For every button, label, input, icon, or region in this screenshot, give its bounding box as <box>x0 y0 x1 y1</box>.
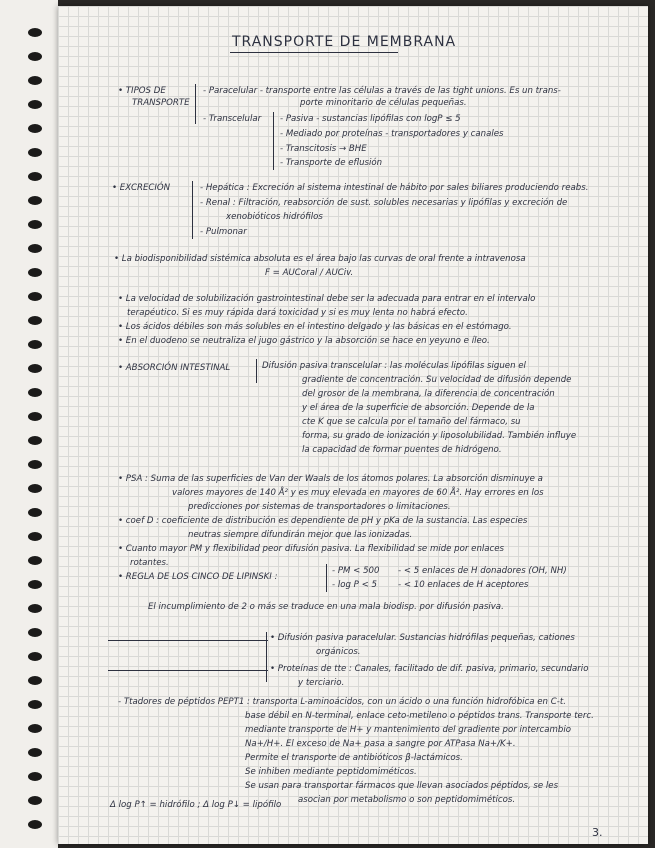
note-line: predicciones por sistemas de transportadores o limitaciones. <box>188 502 451 512</box>
note-line: • ABSORCIÓN INTESTINAL <box>118 363 231 373</box>
note-line: • En el duodeno se neutraliza el jugo gástrico y la absorción se hace en yeyuno e íleo. <box>118 336 490 346</box>
binder-hole <box>28 100 42 109</box>
binder-hole <box>28 676 42 685</box>
note-line: • La velocidad de solubilización gastrointestinal debe ser la adecuada para entrar en el intervalo <box>118 294 536 304</box>
binder-hole <box>28 52 42 61</box>
blank-box-top <box>108 640 268 641</box>
binder-margin <box>0 0 58 848</box>
note-line: • REGLA DE LOS CINCO DE LIPINSKI : <box>118 572 278 582</box>
binder-hole <box>28 772 42 781</box>
binder-hole <box>28 148 42 157</box>
note-line: cte K que se calcula por el tamaño del fármaco, su <box>302 417 521 427</box>
note-line: gradiente de concentración. Su velocidad de difusión depende <box>302 375 572 385</box>
note-line: - Renal : Filtración, reabsorción de sust. solubles necesarias y lipófilas y excreción de <box>200 198 568 208</box>
bracket-excrecion <box>192 181 193 239</box>
note-line: F = AUCoral / AUCiv. <box>265 268 354 278</box>
binder-hole <box>28 556 42 565</box>
bracket-tipos <box>195 84 196 124</box>
note-line: forma, su grado de ionización y liposolubilidad. También influye <box>302 431 577 441</box>
note-line: mediante transporte de H+ y mantenimiento del gradiente por intercambio <box>245 725 571 735</box>
note-line: Se usan para transportar fármacos que llevan asociados péptidos, se les <box>245 781 559 791</box>
note-line: • Los ácidos débiles son más solubles en el intestino delgado y las básicas en el estómago. <box>118 322 512 332</box>
note-line: Permite el transporte de antibióticos β-lactámicos. <box>245 753 463 763</box>
note-line: • Proteínas de tte : Canales, facilitado de dif. pasiva, primario, secundario <box>270 664 589 674</box>
binder-hole <box>28 796 42 805</box>
note-line: Difusión pasiva transcelular : las moléculas lipófilas siguen el <box>262 361 526 371</box>
note-line: Δ log P↑ = hidrófilo ; Δ log P↓ = lipófilo <box>110 800 282 810</box>
binder-hole <box>28 604 42 613</box>
note-line: orgánicos. <box>316 647 361 657</box>
note-line: • La biodisponibilidad sistémica absoluta es el área bajo las curvas de oral frente a intravenosa <box>114 254 526 264</box>
note-line: y terciario. <box>298 678 345 688</box>
binder-hole <box>28 28 42 37</box>
note-line: - < 10 enlaces de H aceptores <box>398 580 529 590</box>
binder-hole <box>28 628 42 637</box>
note-line: - Transcitosis → BHE <box>280 144 367 154</box>
note-line: - Transporte de eflusión <box>280 158 383 168</box>
binder-hole <box>28 484 42 493</box>
note-line: base débil en N-terminal, enlace ceto-metileno o péptidos trans. Transporte terc. <box>245 711 594 721</box>
note-line: • Cuanto mayor PM y flexibilidad peor difusión pasiva. La flexibilidad se mide por enlaces <box>118 544 505 554</box>
binder-hole <box>28 388 42 397</box>
blank-box-side <box>266 632 267 682</box>
title-underline <box>230 52 398 53</box>
note-line: la capacidad de formar puentes de hidrógeno. <box>302 445 502 455</box>
page-number: 3. <box>592 826 603 839</box>
bracket-lipinski <box>326 564 327 592</box>
bracket-absorcion <box>256 359 257 383</box>
note-line: xenobióticos hidrófilos <box>226 212 323 222</box>
note-line: • PSA : Suma de las superficies de Van der Waals de los átomos polares. La absorción disminuye a <box>118 474 543 484</box>
note-line: valores mayores de 140 Å² y es muy elevada en mayores de 60 Å². Hay errores en los <box>172 488 544 498</box>
binder-hole <box>28 124 42 133</box>
binder-hole <box>28 220 42 229</box>
binder-hole <box>28 652 42 661</box>
binder-hole <box>28 820 42 829</box>
binder-hole <box>28 508 42 517</box>
note-line: - < 5 enlaces de H donadores (OH, NH) <box>398 566 567 576</box>
note-line: • EXCRECIÓN <box>112 183 171 193</box>
page-title: TRANSPORTE DE MEMBRANA <box>232 34 457 50</box>
binder-hole <box>28 700 42 709</box>
binder-hole <box>28 76 42 85</box>
note-line: terapéutico. Si es muy rápida dará toxicidad y si es muy lenta no habrá efecto. <box>127 308 468 318</box>
binder-hole <box>28 364 42 373</box>
binder-hole <box>28 460 42 469</box>
binder-hole <box>28 172 42 181</box>
note-line: - Ttadores de péptidos PEPT1 : transporta L-aminoácidos, con un ácido o una función hidrofóbica en C-t. <box>118 697 566 707</box>
binder-hole <box>28 748 42 757</box>
note-line: Se inhiben mediante peptidomiméticos. <box>245 767 417 777</box>
binder-hole <box>28 580 42 589</box>
binder-hole <box>28 292 42 301</box>
note-line: • Difusión pasiva paracelular. Sustancias hidrófilas pequeñas, cationes <box>270 633 575 643</box>
binder-hole <box>28 436 42 445</box>
note-line: • TIPOS DE <box>118 86 166 96</box>
binder-hole <box>28 268 42 277</box>
note-line: - Mediado por proteínas - transportadores y canales <box>280 129 504 139</box>
note-line: • coef D : coeficiente de distribución es dependiente de pH y pKa de la sustancia. Las especies <box>118 516 528 526</box>
binder-hole <box>28 316 42 325</box>
binder-hole <box>28 196 42 205</box>
binder-hole <box>28 340 42 349</box>
note-line: - Transcelular <box>203 114 262 124</box>
note-line: - Pulmonar <box>200 227 247 237</box>
note-line: y el área de la superficie de absorción. Depende de la <box>302 403 535 413</box>
note-line: - Pasiva - sustancias lipófilas con logP ≤ 5 <box>280 114 461 124</box>
note-line: porte minoritario de células pequeñas. <box>300 98 467 108</box>
binder-hole <box>28 244 42 253</box>
note-line: - PM < 500 <box>332 566 380 576</box>
binder-hole <box>28 724 42 733</box>
note-line: rotantes. <box>130 558 169 568</box>
note-line: El incumplimiento de 2 o más se traduce en una mala biodisp. por difusión pasiva. <box>148 602 504 612</box>
note-line: - Paracelular - transporte entre las células a través de las tight unions. Es un trans- <box>203 86 561 96</box>
note-line: - log P < 5 <box>332 580 377 590</box>
binder-hole <box>28 412 42 421</box>
binder-hole <box>28 532 42 541</box>
note-line: del grosor de la membrana, la diferencia de concentración <box>302 389 555 399</box>
note-line: neutras siempre difundirán mejor que las ionizadas. <box>188 530 413 540</box>
note-line: Na+/H+. El exceso de Na+ pasa a sangre por ATPasa Na+/K+. <box>245 739 516 749</box>
note-line: asocian por metabolismo o son peptidomiméticos. <box>298 795 516 805</box>
blank-box-bottom <box>108 670 268 671</box>
note-line: - Hepática : Excreción al sistema intestinal de hábito por sales biliares produciendo reabs. <box>200 183 589 193</box>
bracket-transcelular <box>273 112 274 170</box>
note-line: TRANSPORTE <box>132 98 190 108</box>
